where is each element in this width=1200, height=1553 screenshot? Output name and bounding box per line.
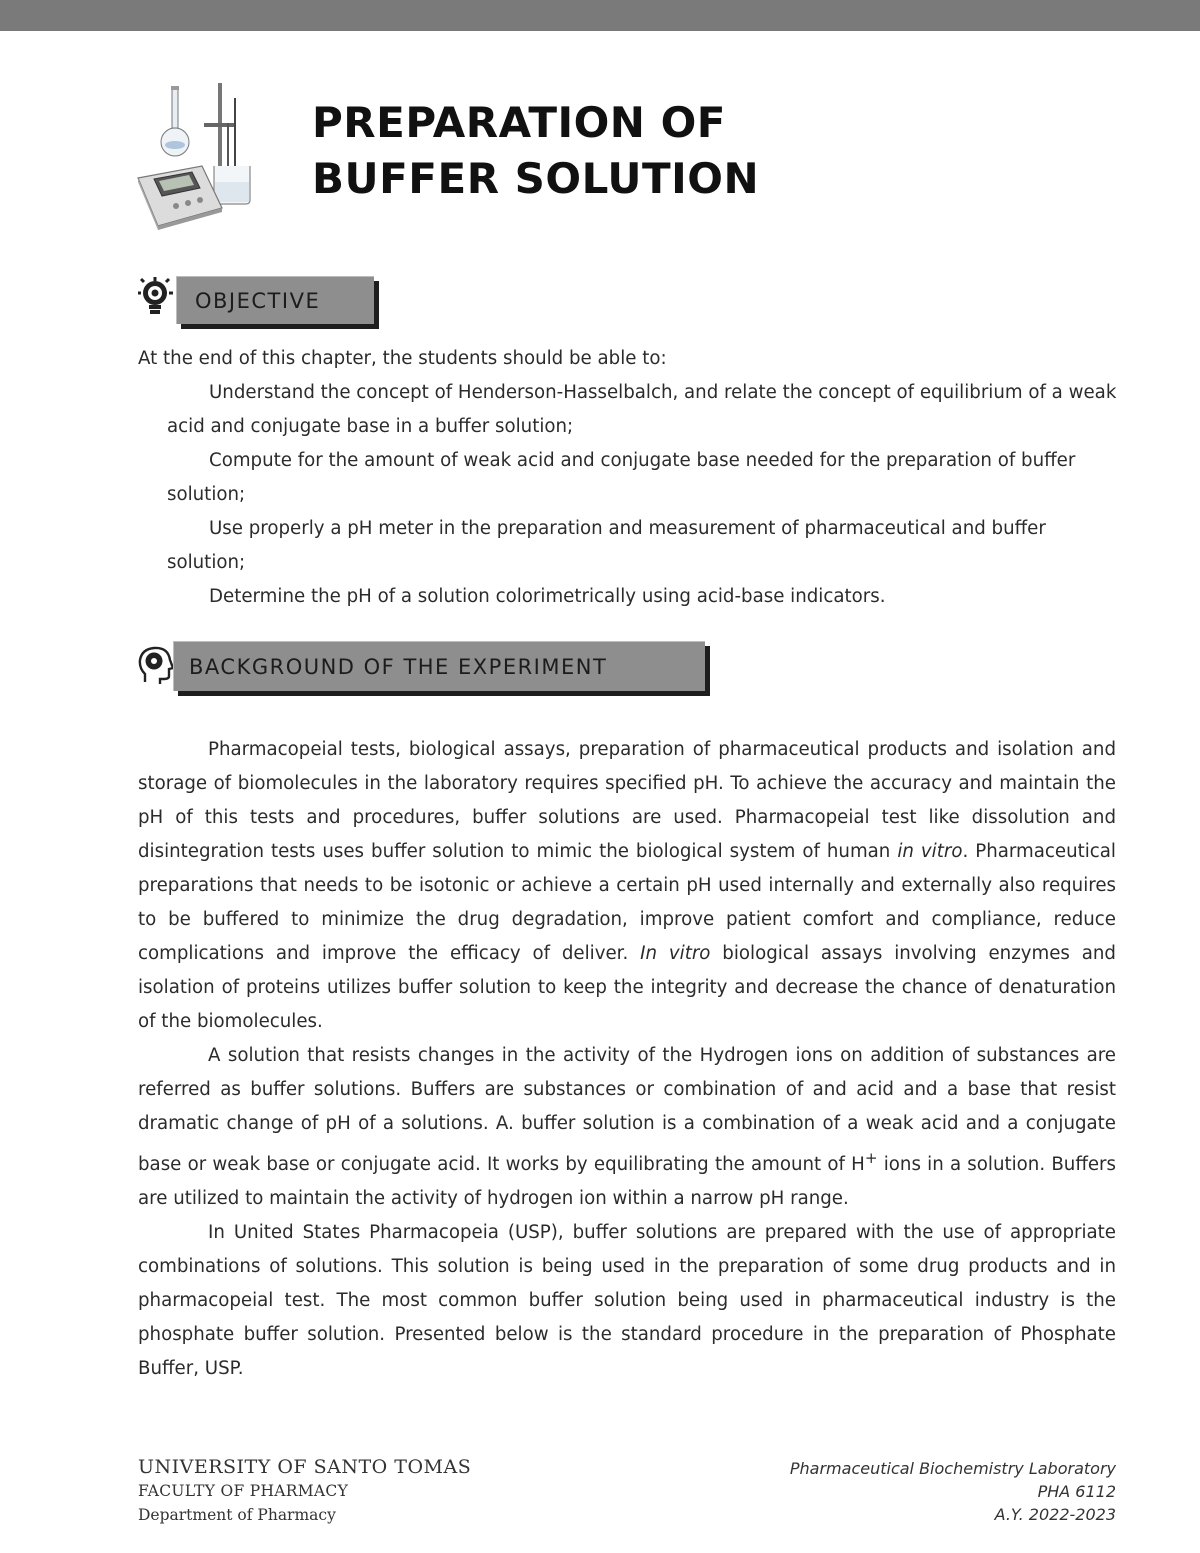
academic-year: A.Y. 2022-2023 (994, 1505, 1116, 1524)
background-heading-label: BACKGROUND OF THE EXPERIMENT (189, 654, 608, 679)
top-bar (0, 0, 1200, 31)
head-brain-icon (138, 646, 174, 686)
objective-list (138, 376, 1118, 614)
objective-heading-label: OBJECTIVE (195, 288, 321, 313)
department-name: Department of Pharmacy (138, 1506, 336, 1524)
footer-course (790, 1457, 1116, 1526)
course-code: PHA 6112 (1037, 1482, 1116, 1501)
course-title: Pharmaceutical Biochemistry Laboratory (789, 1459, 1116, 1478)
page-title (312, 95, 759, 207)
objective-intro: At the end of this chapter, the students should be able to: (138, 348, 667, 369)
background-heading (173, 641, 705, 691)
paragraph: A solution that resists changes in the activity of the Hydrogen ions on addition of substances are referred as buffer solutions. Buffers are substances or combination of and acid and a base that resist dramatic change of pH of a solutions. A. buffer solution is a combination of a weak acid and a conjugate base or weak base or conjugate acid. It works by equilibrating the amount of H+ ions in a solution. Buffers are utilized to maintain the activity of hydrogen ion within a narrow pH range. (138, 1045, 1117, 1210)
footer-institution (138, 1455, 471, 1527)
title-line-2: BUFFER SOLUTION (312, 154, 760, 203)
list-item: Understand the concept of Henderson-Hasselbalch, and relate the concept of equilibrium of a weak acid and conjugate base in a buffer solution; (167, 382, 1117, 437)
list-item: Determine the pH of a solution colorimetrically using acid-base indicators. (209, 586, 886, 607)
title-line-1: PREPARATION OF (312, 98, 726, 147)
paragraph: In United States Pharmacopeia (USP), buffer solutions are prepared with the use of appropriate combinations of solutions. This solution is being used in the preparation of some drug products and in pharmacopeial test. The most common buffer solution being used in pharmaceutical industry is the phosphate buffer solution. Presented below is the standard procedure in the preparation of Phosphate Buffer, USP. (138, 1222, 1116, 1380)
background-body (138, 733, 1116, 1386)
ph-meter-and-flask-icon (132, 78, 257, 233)
lightbulb-gear-icon (138, 276, 174, 316)
list-item: Compute for the amount of weak acid and conjugate base needed for the preparation of buffer solution; (167, 450, 1076, 505)
faculty-name: FACULTY OF PHARMACY (138, 1482, 349, 1500)
university-name: UNIVERSITY OF SANTO TOMAS (138, 1456, 472, 1478)
objective-heading (176, 276, 374, 324)
paragraph: Pharmacopeial tests, biological assays, preparation of pharmaceutical products and isolation and storage of biomolecules in the laboratory requires specified pH. To achieve the accuracy and maintain the pH of this tests and procedures, buffer solutions are used. Pharmacopeial test like dissolution and disintegration tests uses buffer solution to mimic the biological system of human in vitro. Pharmaceutical preparations that needs to be isotonic or achieve a certain pH used internally and externally also requires to be buffered to minimize the drug degradation, improve patient comfort and compliance, reduce complications and improve the efficacy of deliver. In vitro biological assays involving enzymes and isolation of proteins utilizes buffer solution to keep the integrity and decrease the chance of denaturation of the biomolecules. (138, 739, 1116, 1032)
list-item: Use properly a pH meter in the preparation and measurement of pharmaceutical and buffer solution; (167, 518, 1046, 573)
